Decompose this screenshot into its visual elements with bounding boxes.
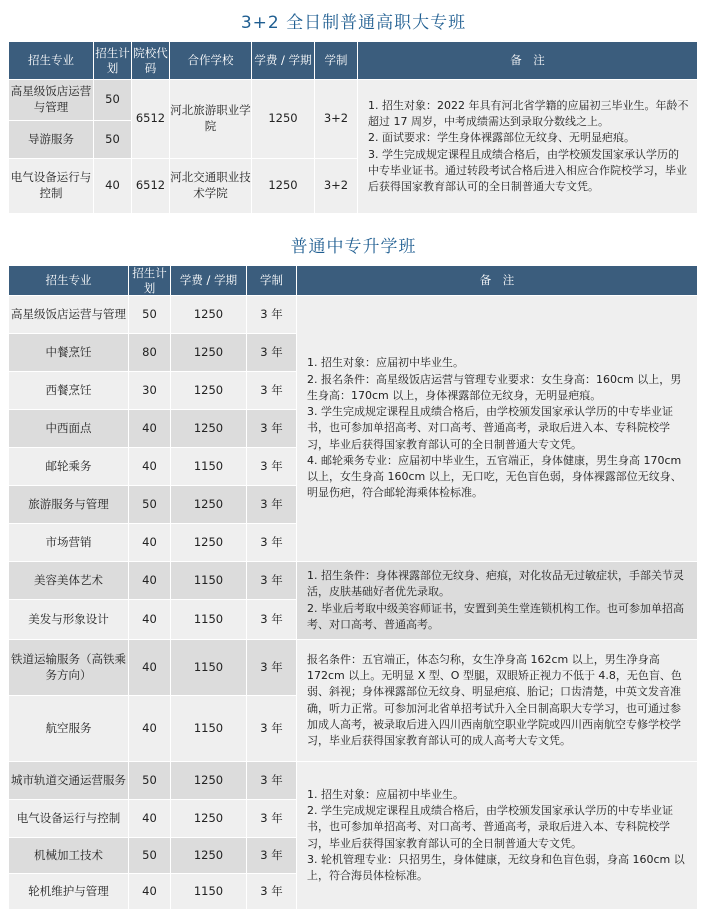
s1-major: 电气设备运行与控制 — [9, 159, 94, 214]
s2-plan: 50 — [129, 838, 171, 874]
s2-plan: 40 — [129, 600, 171, 640]
s2-fee: 1150 — [171, 600, 247, 640]
s2-plan: 50 — [129, 486, 171, 524]
s2-plan: 50 — [129, 296, 171, 334]
header-fee: 学费 / 学期 — [171, 266, 247, 296]
section1-table — [8, 41, 698, 214]
note-line: 2. 学生完成规定课程且成绩合格后，由学校颁发国家承认学历的中专毕业证书，也可参加单招高考、对口高考、普通高考，录取后进入本、专科院校学习，毕业后获得国家教育部认可的全日制普通大专文凭。 — [307, 803, 673, 850]
note-line: 2. 报名条件：高星级饭店运营与管理专业要求：女生身高：160cm 以上，男生身高：170cm 以上，身体裸露部位无纹身，无明显疤痕。 — [307, 372, 682, 402]
header-major: 招生专业 — [9, 266, 129, 296]
header-fee: 学费 / 学期 — [252, 42, 315, 80]
s2-fee: 1250 — [171, 486, 247, 524]
s2-major: 城市轨道交通运营服务 — [9, 762, 129, 800]
section2-table — [8, 265, 698, 910]
s2-plan: 40 — [129, 410, 171, 448]
s2-system: 3 年 — [247, 334, 297, 372]
s2-major: 机械加工技术 — [9, 838, 129, 874]
s2-fee: 1150 — [171, 874, 247, 910]
s2-fee: 1250 — [171, 334, 247, 372]
s2-notes-c — [297, 640, 698, 762]
s2-plan: 30 — [129, 372, 171, 410]
s1-code: 6512 — [132, 159, 170, 214]
s2-major: 中西面点 — [9, 410, 129, 448]
s2-fee: 1250 — [171, 800, 247, 838]
s1-partner: 河北交通职业技术学院 — [170, 159, 252, 214]
s2-fee: 1150 — [171, 562, 247, 600]
s2-plan: 40 — [129, 696, 171, 762]
header-plan: 招生计划 — [94, 42, 132, 80]
note-line: 4. 邮轮乘务专业：应届初中毕业生，五官端正，身体健康，男生身高 170cm 以上，女生身高 160cm 以上，无口吃，无色盲色弱，身体裸露部位无纹身、明显伤疤，符合邮轮海乘体检标准。 — [307, 453, 682, 500]
s2-major: 轮机维护与管理 — [9, 874, 129, 910]
s1-plan: 50 — [94, 121, 132, 159]
s2-plan: 50 — [129, 762, 171, 800]
section2-title: 普通中专升学班 — [290, 237, 417, 257]
s2-plan: 80 — [129, 334, 171, 372]
s2-system: 3 年 — [247, 372, 297, 410]
s2-fee: 1250 — [171, 372, 247, 410]
s2-major: 邮轮乘务 — [9, 448, 129, 486]
s1-plan: 50 — [94, 80, 132, 121]
s2-plan: 40 — [129, 524, 171, 562]
header-system: 学制 — [315, 42, 358, 80]
note-line: 1. 招生对象：2022 年具有河北省学籍的应届初三毕业生。年龄不超过 17 周岁，中考成绩需达到录取分数线之上。 — [368, 98, 689, 128]
note-line: 3. 学生完成规定课程且成绩合格后，由学校颁发国家承认学历的中专毕业证书，也可参加单招高考、对口高考、普通高考，录取后进入本、专科院校学习，毕业后获得国家教育部认可的全日制普通大专文凭。 — [307, 405, 673, 451]
s2-system: 3 年 — [247, 524, 297, 562]
s2-fee: 1150 — [171, 448, 247, 486]
s2-major: 旅游服务与管理 — [9, 486, 129, 524]
s2-system: 3 年 — [247, 296, 297, 334]
note-line: 1. 招生对象：应届初中毕业生。 — [307, 787, 464, 801]
s2-fee: 1250 — [171, 524, 247, 562]
s2-major: 美发与形象设计 — [9, 600, 129, 640]
s2-system: 3 年 — [247, 874, 297, 910]
note-line: 3. 轮机管理专业：只招男生，身体健康，无纹身和色盲色弱，身高 160cm 以上，符合海员体检标准。 — [307, 852, 685, 883]
s2-notes-d — [297, 762, 698, 910]
s2-system: 3 年 — [247, 410, 297, 448]
s2-system: 3 年 — [247, 696, 297, 762]
s2-system: 3 年 — [247, 800, 297, 838]
header-partner: 合作学校 — [170, 42, 252, 80]
s2-fee: 1250 — [171, 838, 247, 874]
s2-major: 美容美体艺术 — [9, 562, 129, 600]
s2-plan: 40 — [129, 448, 171, 486]
s2-system: 3 年 — [247, 562, 297, 600]
s2-system: 3 年 — [247, 838, 297, 874]
s2-fee: 1250 — [171, 762, 247, 800]
s1-system: 3+2 — [315, 80, 358, 159]
note-line: 2. 毕业后考取中级美容师证书，安置到美生堂连锁机构工作。也可参加单招高考、对口高考、普通高考。 — [307, 601, 684, 631]
note-line: 1. 招生条件：身体裸露部位无纹身、疤痕，对化妆品无过敏症状，手部关节灵活，皮肤基础好者优先录取。 — [307, 568, 684, 599]
s1-major: 导游服务 — [9, 121, 94, 159]
s2-major: 中餐烹饪 — [9, 334, 129, 372]
s2-major: 西餐烹饪 — [9, 372, 129, 410]
s2-notes-a — [297, 296, 698, 562]
note-line: 2. 面试要求：学生身体裸露部位无纹身、无明显疤痕。 — [368, 131, 635, 145]
header-plan: 招生计划 — [129, 266, 171, 296]
s1-fee: 1250 — [252, 159, 315, 214]
s2-major: 市场营销 — [9, 524, 129, 562]
s2-major: 电气设备运行与控制 — [9, 800, 129, 838]
s1-code: 6512 — [132, 80, 170, 159]
header-notes: 备 注 — [358, 42, 698, 80]
s2-system: 3 年 — [247, 486, 297, 524]
note-line: 1. 招生对象：应届初中毕业生。 — [307, 356, 464, 370]
s2-major: 铁道运输服务（高铁乘务方向） — [9, 640, 129, 696]
s2-system: 3 年 — [247, 762, 297, 800]
s1-fee: 1250 — [252, 80, 315, 159]
s2-system: 3 年 — [247, 448, 297, 486]
s2-plan: 40 — [129, 800, 171, 838]
s2-fee: 1250 — [171, 296, 247, 334]
section1-title: 3+2 全日制普通高职大专班 — [240, 13, 467, 33]
s2-major: 高星级饭店运营与管理 — [9, 296, 129, 334]
s1-major: 高星级饭店运营与管理 — [9, 80, 94, 121]
s1-notes — [358, 80, 698, 214]
s2-fee: 1150 — [171, 696, 247, 762]
s2-system: 3 年 — [247, 640, 297, 696]
s2-system: 3 年 — [247, 600, 297, 640]
header-code: 院校代码 — [132, 42, 170, 80]
note-line: 报名条件：五官端正，体态匀称，女生净身高 162cm 以上，男生净身高 172cm 以上。无明显 X 型、O 型腿，双眼矫正视力不低于 4.8，无色盲、色弱、斜视；身体裸露部位无纹身、明显疤痕、胎记；口齿清楚，中英文发音准确，听力正常。可参加河北省单招考试升入全日制高职大专学习，也可通过参加成人高考，被录取后进入四川西南航空职业学院或四川西南航空专修学校学习，毕业后获得国家教育部认可的成人高考大专文凭。 — [307, 652, 682, 748]
s1-plan: 40 — [94, 159, 132, 214]
s2-notes-b — [297, 562, 698, 640]
header-notes: 备 注 — [297, 266, 698, 296]
s2-fee: 1150 — [171, 640, 247, 696]
s2-major: 航空服务 — [9, 696, 129, 762]
note-line: 3. 学生完成规定课程且成绩合格后，由学校颁发国家承认学历的中专毕业证书。通过转段考试合格后进入相应合作院校学习，毕业后获得国家教育部认可的全日制普通大专文凭。 — [368, 147, 687, 194]
s1-partner: 河北旅游职业学院 — [170, 80, 252, 159]
s1-system: 3+2 — [315, 159, 358, 214]
header-major: 招生专业 — [9, 42, 94, 80]
s2-plan: 40 — [129, 640, 171, 696]
header-system: 学制 — [247, 266, 297, 296]
s2-fee: 1250 — [171, 410, 247, 448]
s2-plan: 40 — [129, 874, 171, 910]
s2-plan: 40 — [129, 562, 171, 600]
